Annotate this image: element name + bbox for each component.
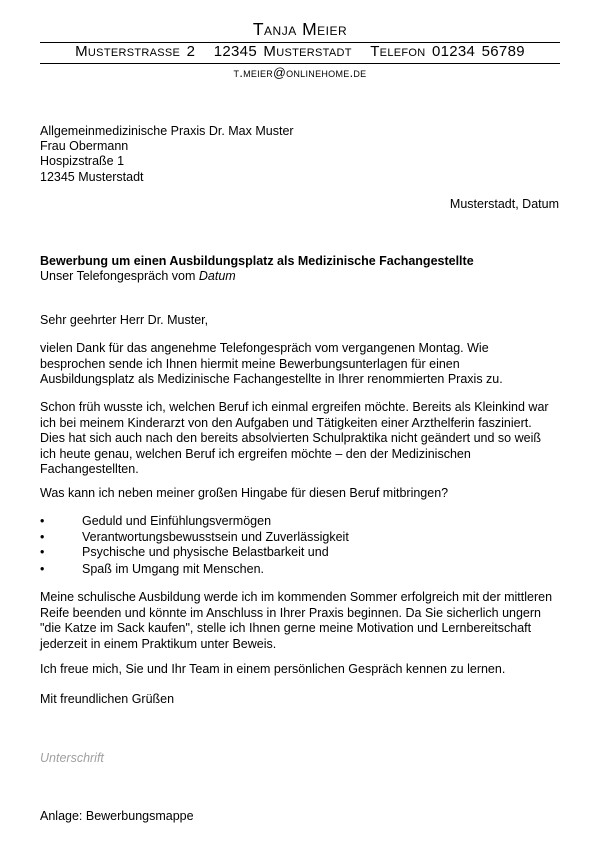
- paragraph-3: [40, 590, 552, 652]
- question: Was kann ich neben meiner großen Hingabe für diesen Beruf mitbringen?: [40, 486, 449, 500]
- bullet-icon: •: [40, 562, 45, 576]
- sender-address-line: [0, 43, 600, 60]
- place-date: Musterstadt, Datum: [449, 197, 559, 211]
- sender-name: Tanja Meier: [252, 19, 348, 39]
- subline-date: Datum: [198, 269, 236, 283]
- closing-sentence: Ich freue mich, Sie und Ihr Team in einem persönlichen Gespräch kennen zu lernen.: [40, 662, 506, 676]
- signature-placeholder: Unterschrift: [40, 751, 104, 765]
- paragraph-line: Fachangestellten.: [40, 462, 139, 476]
- list-item-text: Verantwortungsbewusstsein und Zuverlässigkeit: [82, 530, 349, 544]
- paragraph-line: Meine schulische Ausbildung werde ich im kommenden Sommer erfolgreich mit der mittleren: [40, 590, 553, 604]
- paragraph-line: ich heute genau, welchen Beruf ich ergreifen möchte – den der Medizinischen: [40, 446, 471, 461]
- sender-email: t.meier@onlinehome.de: [233, 66, 367, 80]
- subline-prefix: Unser Telefongespräch vom: [40, 269, 199, 283]
- recipient-line: Frau Obermann: [40, 139, 129, 154]
- paragraph-line: Reife beenden und könnte im Anschluss in Ihrer Praxis beginnen. Da Sie sicherlich ungern: [40, 605, 541, 620]
- recipient-address: [40, 124, 294, 185]
- paragraph-line: "die Katze im Sack kaufen", stelle ich Ihnen gerne meine Motivation und Lernbereitschaft: [40, 621, 532, 635]
- letter-subline: [40, 269, 236, 284]
- sender-phone: Telefon 01234 56789: [370, 43, 525, 60]
- sender-street: Musterstrasse 2: [75, 43, 196, 60]
- paragraph-line: jederzeit in einem Praktikum unter Beweis.: [40, 636, 277, 651]
- paragraph-line: besprochen sende ich Ihnen hiermit meine Bewerbungsunterlagen für einen: [40, 356, 460, 371]
- list-item-text: Geduld und Einfühlungsvermögen: [82, 514, 272, 528]
- list-item-text: Spaß im Umgang mit Menschen.: [82, 562, 265, 576]
- paragraph-line: vielen Dank für das angenehme Telefongespräch vom vergangenen Montag. Wie: [40, 341, 489, 355]
- bullet-icon: •: [40, 545, 45, 559]
- salutation: Sehr geehrter Herr Dr. Muster,: [40, 313, 209, 327]
- bullet-icon: •: [40, 530, 45, 544]
- paragraph-line: Schon früh wusste ich, welchen Beruf ich einmal ergreifen möchte. Bereits als Kleinkind war: [40, 400, 549, 414]
- paragraph-2: [40, 400, 549, 478]
- paragraph-line: Ausbildungsplatz als Medizinische Fachangestellte in Ihrer renommierten Praxis zu.: [40, 372, 503, 386]
- sender-city: 12345 Musterstadt: [213, 43, 352, 60]
- paragraph-line: Dies hat sich auch nach den bereits absolvierten Schulpraktika nicht geändert und so weiß: [40, 431, 541, 445]
- recipient-line: Allgemeinmedizinische Praxis Dr. Max Muster: [40, 124, 294, 138]
- regards: Mit freundlichen Grüßen: [40, 692, 175, 706]
- bullet-icon: •: [40, 514, 45, 528]
- recipient-line: 12345 Musterstadt: [40, 169, 144, 184]
- enclosure: Anlage: Bewerbungsmappe: [40, 809, 194, 823]
- header-bottom-rule: [40, 63, 560, 64]
- paragraph-1: [40, 341, 503, 388]
- letter-subject: Bewerbung um einen Ausbildungsplatz als Medizinische Fachangestellte: [40, 254, 474, 268]
- paragraph-line: ich bei meinem Kinderarzt von den Aufgaben und Tätigkeiten einer Arzthelferin fasziniert.: [40, 415, 532, 430]
- recipient-line: Hospizstraße 1: [40, 154, 125, 169]
- list-item-text: Psychische und physische Belastbarkeit und: [82, 545, 329, 559]
